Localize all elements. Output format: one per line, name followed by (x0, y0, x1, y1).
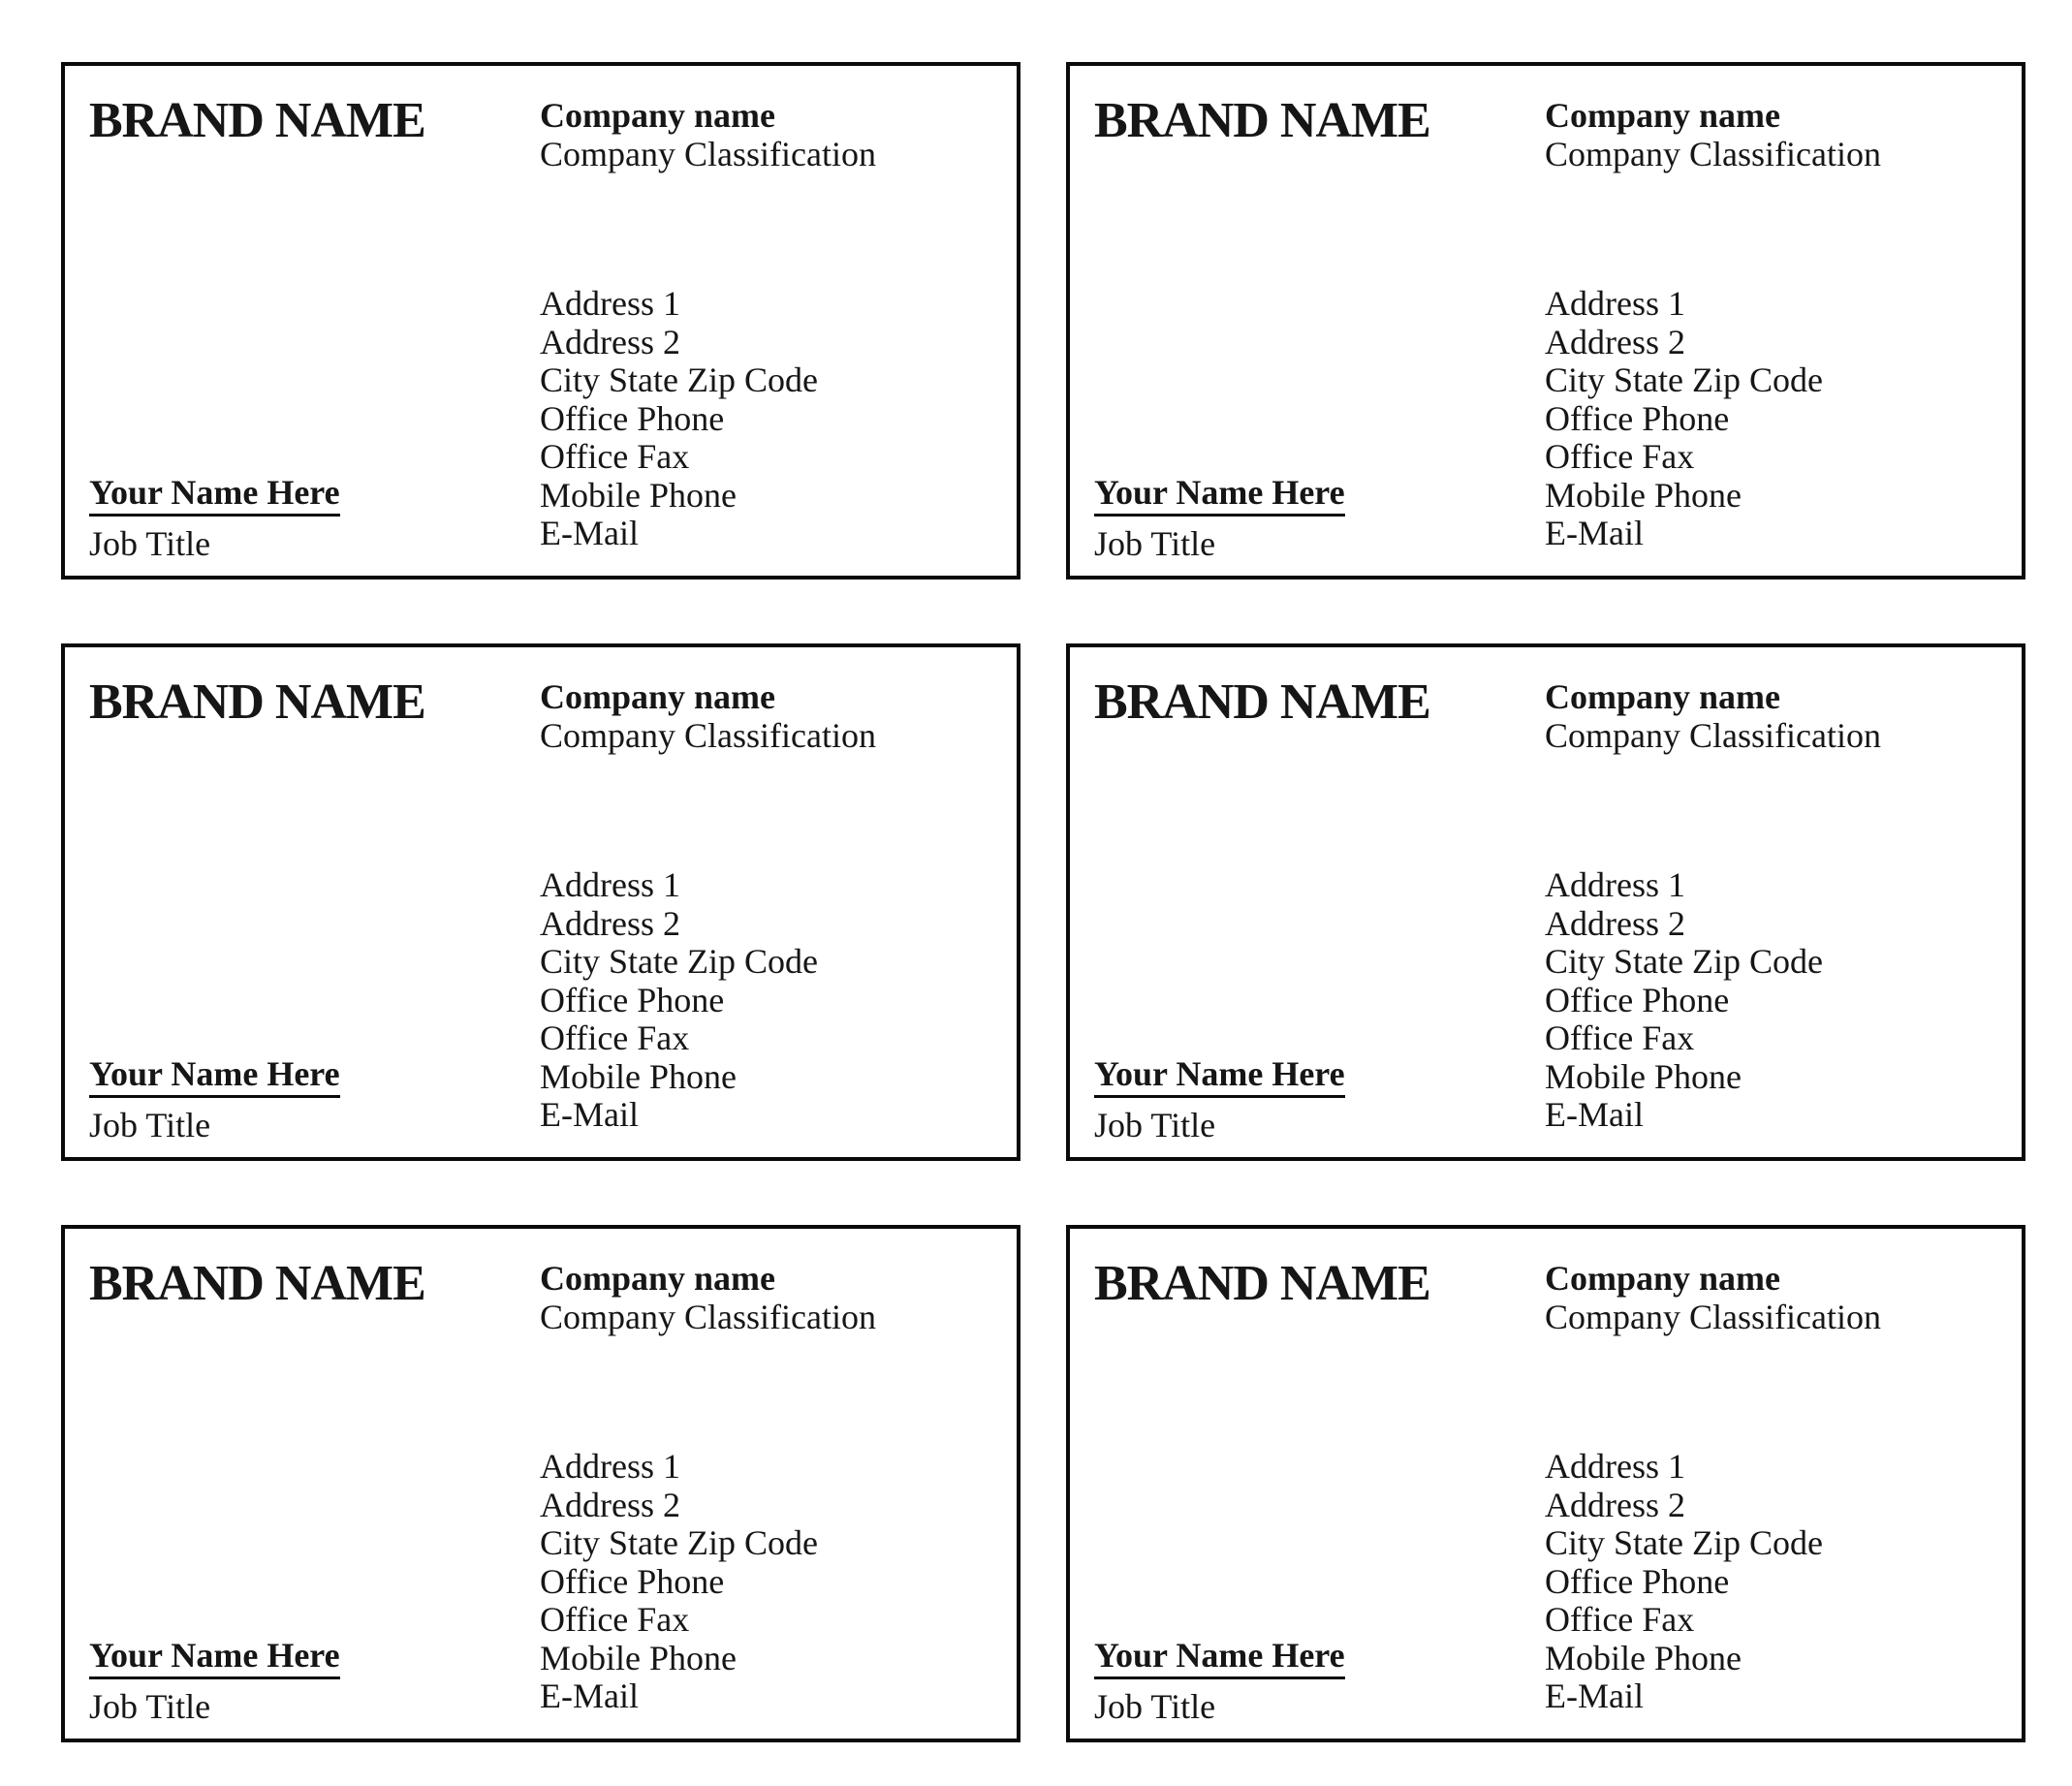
company-name: Company name (540, 677, 776, 716)
office-phone: Office Phone (1545, 980, 1730, 1019)
office-fax: Office Fax (1545, 1600, 1695, 1639)
address-line-1: Address 1 (540, 284, 680, 323)
job-title: Job Title (1094, 1106, 1216, 1144)
address-block (540, 1448, 818, 1716)
address-line-1: Address 1 (540, 865, 680, 904)
mobile-phone: Mobile Phone (540, 1638, 737, 1677)
city-state-zip: City State Zip Code (540, 942, 818, 981)
brand-name: BRAND NAME (89, 93, 425, 148)
office-phone: Office Phone (540, 398, 725, 438)
city-state-zip: City State Zip Code (1545, 1523, 1823, 1562)
company-name: Company name (540, 1259, 776, 1298)
company-classification: Company Classification (1545, 716, 1881, 755)
office-phone: Office Phone (540, 1561, 725, 1601)
business-card (61, 1225, 1020, 1742)
person-name: Your Name Here (1094, 1636, 1345, 1679)
office-fax: Office Fax (540, 1600, 690, 1639)
company-block (540, 96, 876, 173)
person-block (1094, 473, 1345, 563)
card-sheet (61, 62, 2025, 1742)
brand-name: BRAND NAME (1094, 1256, 1430, 1311)
address-line-2: Address 2 (540, 1485, 680, 1524)
office-fax: Office Fax (540, 437, 690, 476)
company-classification: Company Classification (1545, 1298, 1881, 1336)
company-name: Company name (1545, 1259, 1781, 1298)
city-state-zip: City State Zip Code (1545, 360, 1823, 399)
person-name: Your Name Here (89, 473, 340, 517)
city-state-zip: City State Zip Code (540, 360, 818, 399)
job-title: Job Title (89, 1687, 211, 1726)
person-name-row (89, 1636, 340, 1679)
company-classification: Company Classification (540, 135, 876, 173)
address-block (1545, 285, 1823, 553)
job-title: Job Title (89, 1106, 211, 1144)
business-card (61, 643, 1020, 1161)
email: E-Mail (540, 1676, 639, 1715)
business-card (1066, 643, 2025, 1161)
company-name: Company name (540, 96, 776, 135)
person-name-row (89, 473, 340, 517)
person-name-row (1094, 1054, 1345, 1098)
address-line-2: Address 2 (540, 903, 680, 943)
business-card (1066, 1225, 2025, 1742)
person-block (1094, 1054, 1345, 1144)
job-title: Job Title (1094, 1687, 1216, 1726)
company-block (1545, 1259, 1881, 1336)
address-line-1: Address 1 (1545, 865, 1685, 904)
address-block (1545, 1448, 1823, 1716)
address-block (540, 285, 818, 553)
office-fax: Office Fax (1545, 1018, 1695, 1057)
office-fax: Office Fax (540, 1018, 690, 1057)
brand-name: BRAND NAME (1094, 674, 1430, 730)
person-name: Your Name Here (1094, 473, 1345, 517)
city-state-zip: City State Zip Code (1545, 942, 1823, 981)
person-name-row (1094, 1636, 1345, 1679)
email: E-Mail (540, 1095, 639, 1134)
person-name-row (89, 1054, 340, 1098)
brand-name: BRAND NAME (1094, 93, 1430, 148)
person-name: Your Name Here (89, 1054, 340, 1098)
company-block (540, 1259, 876, 1336)
email: E-Mail (1545, 514, 1644, 552)
business-card (1066, 62, 2025, 580)
address-line-1: Address 1 (540, 1447, 680, 1486)
email: E-Mail (540, 514, 639, 552)
brand-name: BRAND NAME (89, 674, 425, 730)
company-name: Company name (1545, 96, 1781, 135)
person-block (89, 1054, 340, 1144)
city-state-zip: City State Zip Code (540, 1523, 818, 1562)
company-name: Company name (1545, 677, 1781, 716)
address-line-2: Address 2 (1545, 903, 1685, 943)
person-name: Your Name Here (1094, 1054, 1345, 1098)
company-classification: Company Classification (540, 716, 876, 755)
brand-name: BRAND NAME (89, 1256, 425, 1311)
job-title: Job Title (89, 524, 211, 563)
address-line-2: Address 2 (1545, 322, 1685, 361)
person-block (1094, 1636, 1345, 1726)
office-fax: Office Fax (1545, 437, 1695, 476)
office-phone: Office Phone (540, 980, 725, 1019)
mobile-phone: Mobile Phone (540, 475, 737, 515)
business-card (61, 62, 1020, 580)
person-name-row (1094, 473, 1345, 517)
email: E-Mail (1545, 1676, 1644, 1715)
address-line-1: Address 1 (1545, 284, 1685, 323)
company-block (1545, 677, 1881, 755)
person-block (89, 473, 340, 563)
mobile-phone: Mobile Phone (1545, 1638, 1742, 1677)
address-line-2: Address 2 (1545, 1485, 1685, 1524)
email: E-Mail (1545, 1095, 1644, 1134)
mobile-phone: Mobile Phone (1545, 475, 1742, 515)
person-block (89, 1636, 340, 1726)
office-phone: Office Phone (1545, 1561, 1730, 1601)
person-name: Your Name Here (89, 1636, 340, 1679)
company-block (1545, 96, 1881, 173)
mobile-phone: Mobile Phone (1545, 1056, 1742, 1096)
company-classification: Company Classification (1545, 135, 1881, 173)
company-classification: Company Classification (540, 1298, 876, 1336)
office-phone: Office Phone (1545, 398, 1730, 438)
job-title: Job Title (1094, 524, 1216, 563)
address-block (540, 866, 818, 1135)
company-block (540, 677, 876, 755)
address-line-1: Address 1 (1545, 1447, 1685, 1486)
address-line-2: Address 2 (540, 322, 680, 361)
mobile-phone: Mobile Phone (540, 1056, 737, 1096)
address-block (1545, 866, 1823, 1135)
